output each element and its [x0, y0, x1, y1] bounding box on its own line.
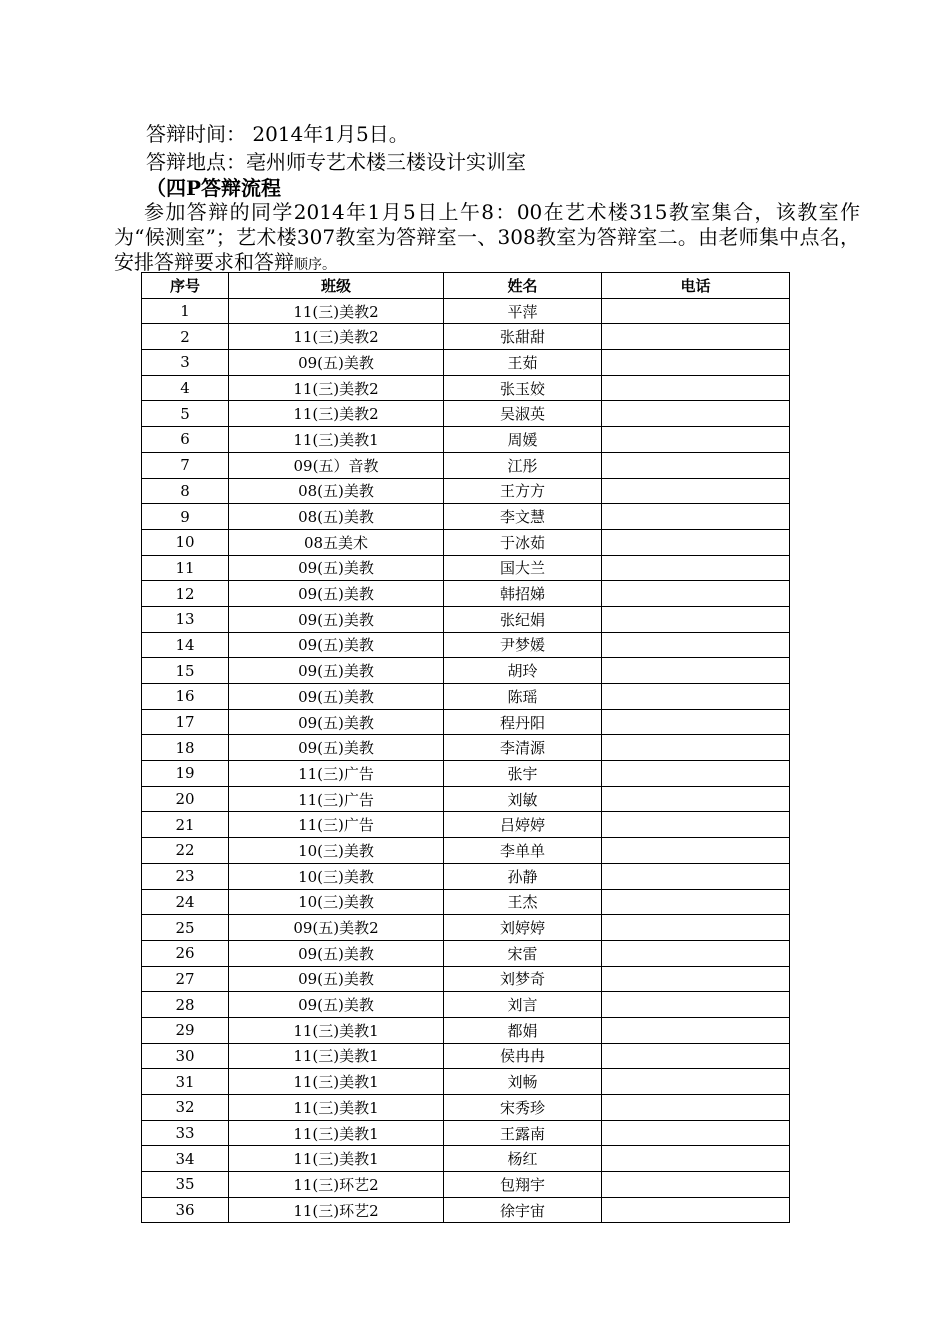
table-row — [142, 555, 790, 581]
cell-phone — [602, 735, 790, 761]
cell-class: 11(三)广告 — [229, 761, 444, 787]
cell-index: 34 — [142, 1146, 229, 1172]
cell-class: 11(三)美教2 — [229, 324, 444, 350]
cell-class: 08(五)美教 — [229, 478, 444, 504]
cell-index: 20 — [142, 786, 229, 812]
roster-body — [142, 298, 790, 1223]
cell-index: 25 — [142, 915, 229, 941]
table-row — [142, 427, 790, 453]
cell-name: 刘梦奇 — [444, 966, 602, 992]
cell-phone — [602, 1197, 790, 1223]
cell-name: 刘婷婷 — [444, 915, 602, 941]
cell-phone — [602, 324, 790, 350]
cell-name: 胡玲 — [444, 658, 602, 684]
table-row — [142, 1120, 790, 1146]
cell-name: 都娟 — [444, 1017, 602, 1043]
cell-index: 5 — [142, 401, 229, 427]
cell-index: 35 — [142, 1172, 229, 1198]
cell-name: 徐宇宙 — [444, 1197, 602, 1223]
table-row — [142, 478, 790, 504]
table-header-row — [142, 273, 790, 299]
table-row — [142, 452, 790, 478]
cell-index: 11 — [142, 555, 229, 581]
cell-class: 11(三)美教1 — [229, 1146, 444, 1172]
procedure-tail: 顺序。 — [294, 257, 336, 273]
table-row — [142, 1172, 790, 1198]
cell-class: 09(五)美教 — [229, 966, 444, 992]
cell-phone — [602, 350, 790, 376]
section-heading: （四P答辩流程 — [146, 176, 282, 200]
table-row — [142, 298, 790, 324]
cell-index: 27 — [142, 966, 229, 992]
cell-phone — [602, 992, 790, 1018]
cell-name: 张宇 — [444, 761, 602, 787]
cell-name: 吕婷婷 — [444, 812, 602, 838]
cell-class: 11(三)环艺2 — [229, 1172, 444, 1198]
cell-phone — [602, 786, 790, 812]
cell-class: 09(五)美教 — [229, 992, 444, 1018]
table-row — [142, 324, 790, 350]
cell-index: 10 — [142, 529, 229, 555]
defense-time-line: 答辩时间： 2014年1月5日。 — [146, 122, 409, 146]
cell-class: 10(三)美教 — [229, 889, 444, 915]
cell-index: 31 — [142, 1069, 229, 1095]
cell-phone — [602, 529, 790, 555]
cell-index: 36 — [142, 1197, 229, 1223]
cell-class: 11(三)美教1 — [229, 1095, 444, 1121]
cell-index: 30 — [142, 1043, 229, 1069]
cell-class: 11(三)广告 — [229, 786, 444, 812]
procedure-paragraph — [114, 200, 860, 278]
cell-name: 李清源 — [444, 735, 602, 761]
table-row — [142, 1069, 790, 1095]
cell-phone — [602, 581, 790, 607]
table-row — [142, 350, 790, 376]
cell-phone — [602, 1120, 790, 1146]
cell-name: 国大兰 — [444, 555, 602, 581]
cell-class: 11(三)美教2 — [229, 375, 444, 401]
cell-index: 13 — [142, 606, 229, 632]
table-row — [142, 658, 790, 684]
cell-class: 11(三)美教1 — [229, 427, 444, 453]
cell-name: 于冰茹 — [444, 529, 602, 555]
cell-phone — [602, 915, 790, 941]
table-row — [142, 889, 790, 915]
cell-class: 11(三)美教1 — [229, 1043, 444, 1069]
table-row — [142, 915, 790, 941]
cell-phone — [602, 375, 790, 401]
cell-index: 33 — [142, 1120, 229, 1146]
cell-class: 11(三)美教1 — [229, 1120, 444, 1146]
table-row — [142, 375, 790, 401]
cell-phone — [602, 966, 790, 992]
cell-phone — [602, 1095, 790, 1121]
cell-name: 张纪娟 — [444, 606, 602, 632]
cell-class: 10(三)美教 — [229, 863, 444, 889]
table-row — [142, 786, 790, 812]
table-row — [142, 735, 790, 761]
cell-phone — [602, 427, 790, 453]
cell-name: 王茹 — [444, 350, 602, 376]
cell-index: 29 — [142, 1017, 229, 1043]
cell-name: 李单单 — [444, 838, 602, 864]
cell-index: 17 — [142, 709, 229, 735]
table-row — [142, 1095, 790, 1121]
table-row — [142, 401, 790, 427]
cell-index: 6 — [142, 427, 229, 453]
table-row — [142, 863, 790, 889]
cell-phone — [602, 606, 790, 632]
cell-name: 平萍 — [444, 298, 602, 324]
cell-class: 09(五）音教 — [229, 452, 444, 478]
cell-class: 11(三)环艺2 — [229, 1197, 444, 1223]
cell-phone — [602, 401, 790, 427]
cell-index: 4 — [142, 375, 229, 401]
cell-phone — [602, 812, 790, 838]
cell-class: 11(三)美教1 — [229, 1069, 444, 1095]
cell-name: 王露南 — [444, 1120, 602, 1146]
table-row — [142, 761, 790, 787]
cell-index: 12 — [142, 581, 229, 607]
cell-phone — [602, 761, 790, 787]
cell-name: 江彤 — [444, 452, 602, 478]
cell-name: 尹梦媛 — [444, 632, 602, 658]
table-row — [142, 1146, 790, 1172]
cell-name: 王杰 — [444, 889, 602, 915]
cell-index: 19 — [142, 761, 229, 787]
cell-name: 韩招娣 — [444, 581, 602, 607]
cell-name: 吴淑英 — [444, 401, 602, 427]
cell-class: 09(五)美教 — [229, 632, 444, 658]
cell-index: 9 — [142, 504, 229, 530]
cell-phone — [602, 452, 790, 478]
cell-index: 7 — [142, 452, 229, 478]
cell-index: 18 — [142, 735, 229, 761]
table-row — [142, 1197, 790, 1223]
cell-name: 张甜甜 — [444, 324, 602, 350]
cell-name: 张玉姣 — [444, 375, 602, 401]
cell-class: 09(五)美教 — [229, 658, 444, 684]
cell-index: 32 — [142, 1095, 229, 1121]
table-row — [142, 504, 790, 530]
table-row — [142, 606, 790, 632]
cell-index: 21 — [142, 812, 229, 838]
cell-phone — [602, 684, 790, 710]
cell-index: 28 — [142, 992, 229, 1018]
cell-phone — [602, 889, 790, 915]
table-row — [142, 684, 790, 710]
cell-index: 16 — [142, 684, 229, 710]
cell-phone — [602, 1017, 790, 1043]
table-row — [142, 1043, 790, 1069]
header-index: 序号 — [142, 273, 229, 299]
cell-class: 09(五)美教 — [229, 709, 444, 735]
cell-phone — [602, 1172, 790, 1198]
cell-phone — [602, 555, 790, 581]
cell-name: 宋秀珍 — [444, 1095, 602, 1121]
cell-name: 陈瑶 — [444, 684, 602, 710]
cell-class: 09(五)美教 — [229, 581, 444, 607]
header-phone: 电话 — [602, 273, 790, 299]
table-row — [142, 709, 790, 735]
cell-name: 刘畅 — [444, 1069, 602, 1095]
cell-index: 2 — [142, 324, 229, 350]
cell-phone — [602, 298, 790, 324]
cell-phone — [602, 1043, 790, 1069]
cell-index: 22 — [142, 838, 229, 864]
cell-index: 3 — [142, 350, 229, 376]
cell-phone — [602, 658, 790, 684]
cell-name: 宋雷 — [444, 940, 602, 966]
cell-index: 23 — [142, 863, 229, 889]
cell-name: 李文慧 — [444, 504, 602, 530]
cell-phone — [602, 940, 790, 966]
cell-class: 09(五)美教2 — [229, 915, 444, 941]
cell-class: 11(三)美教2 — [229, 298, 444, 324]
defense-place-line: 答辩地点：亳州师专艺术楼三楼设计实训室 — [146, 150, 526, 174]
cell-index: 8 — [142, 478, 229, 504]
header-class: 班级 — [229, 273, 444, 299]
cell-phone — [602, 1146, 790, 1172]
cell-phone — [602, 478, 790, 504]
cell-index: 26 — [142, 940, 229, 966]
cell-name: 包翔宇 — [444, 1172, 602, 1198]
cell-name: 刘敏 — [444, 786, 602, 812]
cell-class: 08(五)美教 — [229, 504, 444, 530]
cell-name: 程丹阳 — [444, 709, 602, 735]
header-name: 姓名 — [444, 273, 602, 299]
cell-name: 刘言 — [444, 992, 602, 1018]
procedure-text: 参加答辩的同学2014年1月5日上午8：00在艺术楼315教室集合，该教室作为“候测室”；艺术楼307教室为答辩室一、308教室为答辩室二。由老师集中点名，安排答辩要求和答辩 — [114, 200, 860, 274]
table-row — [142, 529, 790, 555]
cell-phone — [602, 1069, 790, 1095]
cell-name: 孙静 — [444, 863, 602, 889]
cell-phone — [602, 863, 790, 889]
cell-class: 09(五)美教 — [229, 555, 444, 581]
cell-class: 09(五)美教 — [229, 350, 444, 376]
table-row — [142, 632, 790, 658]
cell-index: 15 — [142, 658, 229, 684]
table-row — [142, 1017, 790, 1043]
cell-class: 10(三)美教 — [229, 838, 444, 864]
student-roster-table — [141, 272, 790, 1223]
cell-name: 周媛 — [444, 427, 602, 453]
cell-index: 24 — [142, 889, 229, 915]
cell-name: 杨红 — [444, 1146, 602, 1172]
cell-class: 08五美术 — [229, 529, 444, 555]
cell-class: 11(三)广告 — [229, 812, 444, 838]
cell-phone — [602, 838, 790, 864]
cell-phone — [602, 709, 790, 735]
cell-index: 14 — [142, 632, 229, 658]
cell-name: 王方方 — [444, 478, 602, 504]
table-row — [142, 838, 790, 864]
cell-phone — [602, 632, 790, 658]
cell-phone — [602, 504, 790, 530]
table-row — [142, 812, 790, 838]
cell-class: 09(五)美教 — [229, 684, 444, 710]
cell-class: 09(五)美教 — [229, 606, 444, 632]
cell-class: 09(五)美教 — [229, 735, 444, 761]
cell-class: 09(五)美教 — [229, 940, 444, 966]
table-row — [142, 992, 790, 1018]
cell-name: 侯冉冉 — [444, 1043, 602, 1069]
table-row — [142, 581, 790, 607]
cell-class: 11(三)美教2 — [229, 401, 444, 427]
table-row — [142, 940, 790, 966]
cell-index: 1 — [142, 298, 229, 324]
table-row — [142, 966, 790, 992]
cell-class: 11(三)美教1 — [229, 1017, 444, 1043]
